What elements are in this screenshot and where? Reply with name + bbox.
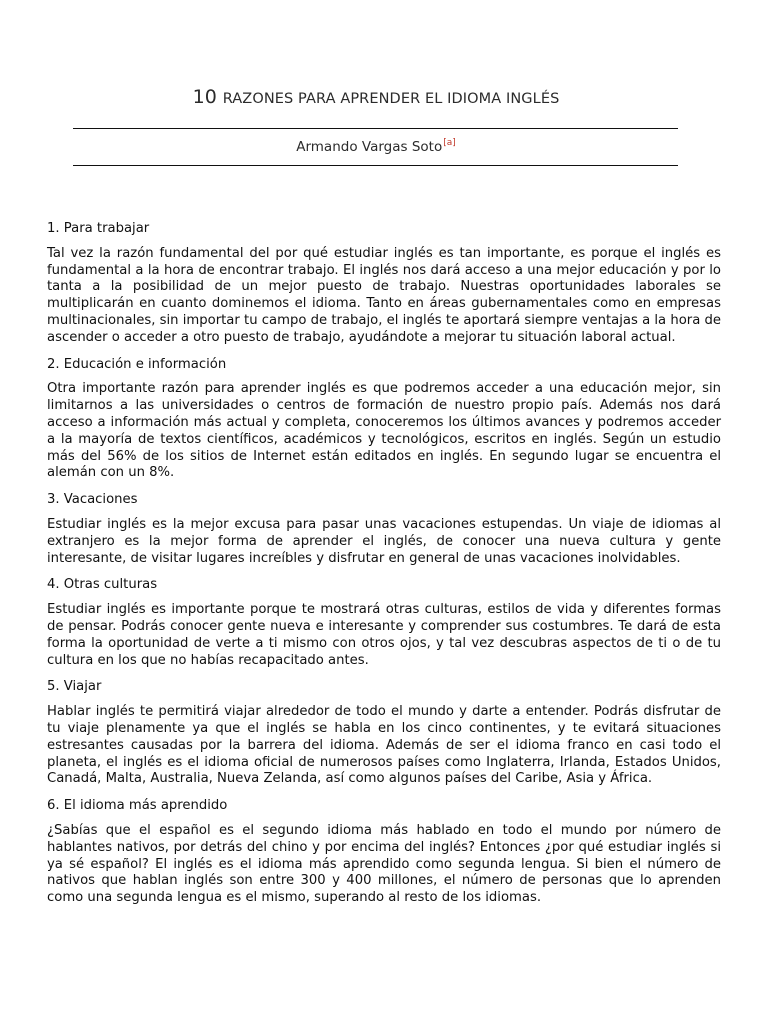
section-heading: 4. Otras culturas [47,577,158,593]
section-paragraph: Hablar inglés te permitirá viajar alrededor de todo el mundo y darte a entender. Podrás disfrutar de tu viaje plenamente ya que el inglés se habla en los cinco continentes, y te evitará situaciones estresantes causadas por la barrera del idioma. Además de ser el idioma franco en casi todo el planeta, el inglés es el idioma oficial de numerosos países como Inglaterra, Irlanda, Estados Unidos, Canadá, Malta, Australia, Nueva Zelanda, así como algunos países del Caribe, Asia y África. [47,704,721,787]
section-paragraph: Estudiar inglés es la mejor excusa para pasar unas vacaciones estupendas. Un viaje de idiomas al extranjero es la mejor forma de aprender el inglés, de conocer una nueva cultura y gente interesante, de visitar lugares increíbles y disfrutar en general de unas vacaciones inolvidables. [47,516,721,566]
author-footnote-link[interactable]: [a] [443,138,456,148]
title-rule-bottom [73,165,678,166]
section-heading: 3. Vacaciones [47,492,138,508]
document-title [0,86,752,108]
section-otras-culturas [47,577,721,669]
section-paragraph: ¿Sabías que el español es el segundo idioma más hablado en todo el mundo por número de hablantes nativos, por detrás del chino y por encima del inglés? Entonces ¿por qué estudiar inglés si ya sé español? El inglés es el idioma más aprendido como segunda lengua. Si bien el número de nativos que hablan inglés son entre 300 y 400 millones, el número de personas que lo aprenden como una segunda lengua es el mismo, superando al resto de los idiomas. [47,822,721,906]
section-viajar [47,679,721,788]
document-body [47,221,721,917]
title-text: RAZONES PARA APRENDER EL IDIOMA INGLÉS [222,91,560,107]
title-number: 10 [192,86,217,108]
section-para-trabajar [47,221,721,347]
section-paragraph: Otra importante razón para aprender inglés es que podremos acceder a una educación mejor, sin limitarnos a las universidades o centros de formación de nuestro propio país. Además nos dará acceso a información más actual y completa, conoceremos los últimos avances y podremos acceder a la mayoría de textos científicos, académicos y tecnológicos, escritos en inglés. Según un estudio más del 56% de los sitios de Internet están editados en inglés. En segundo lugar se encuentra el alemán con un 8%. [47,381,721,481]
author-name: Armando Vargas Soto [296,139,443,155]
section-vacaciones [47,492,721,567]
section-heading: 2. Educación e información [47,356,227,372]
section-educacion [47,357,721,483]
section-idioma-mas-aprendido [47,798,721,907]
author-line [0,138,752,155]
section-heading: 1. Para trabajar [47,221,150,236]
title-rule-top [73,128,678,129]
section-heading: 6. El idioma más aprendido [47,798,228,814]
section-paragraph: Estudiar inglés es importante porque te mostrará otras culturas, estilos de vida y diferentes formas de pensar. Podrás conocer gente nueva e interesante y comprender sus costumbres. Te dará de esta forma la oportunidad de verte a ti mismo con otros ojos, y tal vez descubras aspectos de ti o de tu cultura en los que no habías recapacitado antes. [47,602,721,668]
section-paragraph: Tal vez la razón fundamental del por qué estudiar inglés es tan importante, es porque el inglés es fundamental a la hora de encontrar trabajo. El inglés nos dará acceso a una mejor educación y por lo tanta a la posibilidad de un mejor puesto de trabajo. Nuestras oportunidades laborales se multiplicarán en cuanto dominemos el idioma. Tanto en áreas gubernamentales como en empresas multinacionales, sin importar tu campo de trabajo, el inglés te aportará siempre ventajas a la hora de ascender o acceder a otro puesto de trabajo, ayudándote a mejorar tu situación laboral actual. [47,245,721,345]
section-heading: 5. Viajar [47,679,102,695]
